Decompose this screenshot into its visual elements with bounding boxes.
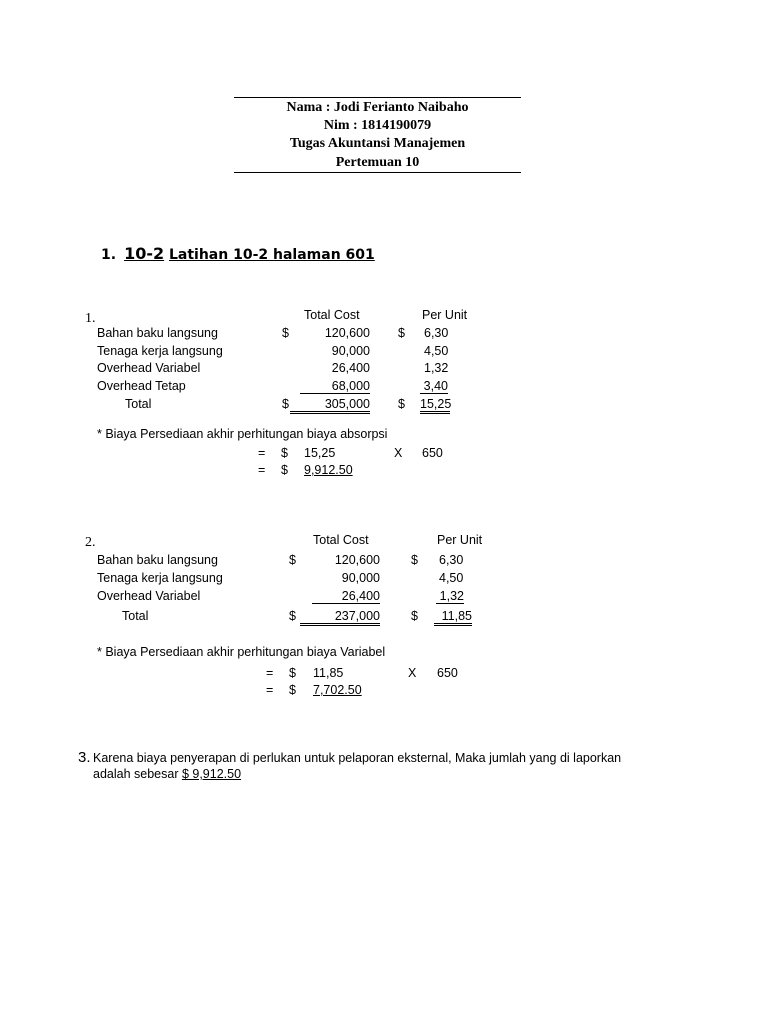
grand-total-unit [420,397,450,414]
unit-cost-value: 15,25 [304,446,336,460]
ending-inventory-absorption: 9,912.50 [304,463,353,477]
currency-sign: $ [411,553,418,567]
equals-sign: = [266,666,274,680]
currency-sign: $ [289,553,296,567]
grand-total-text: 237,000 [334,609,380,623]
table-row-label: Bahan baku langsung [97,326,218,340]
total-cost-value: 90,000 [341,571,380,585]
grand-total-cost [300,609,380,626]
section-heading [101,244,375,263]
part1-label: 1. [85,311,96,326]
currency-sign: $ [282,397,289,411]
grand-total-text: 305,000 [324,397,370,411]
student-nim: Nim : 1814190079 [323,118,432,133]
grand-total-unit [434,609,472,626]
header-top-rule [234,97,521,98]
section-number: 1. [101,247,117,263]
per-unit-text: 1,32 [439,589,464,603]
section-code: 10-2 [124,244,165,263]
currency-sign: $ [289,609,296,623]
quantity-value: 650 [422,446,443,460]
section-title: Latihan 10-2 halaman 601 [168,247,375,263]
total-cost-value: 120,600 [324,326,370,340]
currency-sign: $ [282,326,289,340]
currency-sign: $ [281,463,288,477]
equals-sign: = [258,446,266,460]
ending-inventory-variable: 7,702.50 [313,683,362,697]
table-row-label: Overhead Variabel [97,361,201,375]
per-unit-text: 3,40 [423,379,448,393]
table-row-label: Tenaga kerja langsung [97,344,223,358]
meeting-number: Pertemuan 10 [335,155,420,170]
part1-note: * Biaya Persediaan akhir perhitungan biaya absorpsi [97,427,388,441]
part2-label: 2. [85,535,96,550]
total-cost-value: 26,400 [331,361,370,375]
assignment-title: Tugas Akuntansi Manajemen [289,136,466,151]
table-row-label: Tenaga kerja langsung [97,571,223,585]
per-unit-value [436,589,464,604]
part3-text-prefix: adalah sebesar [93,767,182,781]
grand-unit-text: 15,25 [420,397,452,411]
total-cost-value: 90,000 [331,344,370,358]
quantity-value: 650 [437,666,458,680]
currency-sign: $ [411,609,418,623]
part2-col-total-header: Total Cost [313,533,369,547]
grand-unit-text: 11,85 [441,609,472,623]
table-row-label: Overhead Variabel [97,589,201,603]
total-label: Total [125,397,152,411]
per-unit-value [420,379,448,394]
reported-amount: $ 9,912.50 [181,767,242,781]
grand-total-cost [290,397,370,414]
part2-col-unit-header: Per Unit [437,533,483,547]
per-unit-value: 4,50 [439,571,464,585]
total-label: Total [122,609,149,623]
total-cost-text: 26,400 [341,589,380,603]
part1-col-unit-header: Per Unit [422,308,468,322]
per-unit-value: 6,30 [424,326,449,340]
table-row-label: Bahan baku langsung [97,553,218,567]
per-unit-value: 4,50 [424,344,449,358]
part3-text-line2 [93,767,241,782]
total-cost-value [300,379,370,394]
student-name: Nama : Jodi Ferianto Naibaho [286,100,469,115]
part1-col-total-header: Total Cost [304,308,360,322]
unit-cost-value: 11,85 [313,666,344,680]
part3-text-line1: Karena biaya penyerapan di perlukan untuk pelaporan eksternal, Maka jumlah yang di laporkan [93,751,622,765]
part3-label: 3. [78,749,91,766]
multiply-sign: X [394,446,403,460]
total-cost-value [312,589,380,604]
total-cost-value: 120,600 [334,553,380,567]
header-bottom-rule [234,172,521,173]
part2-note: * Biaya Persediaan akhir perhitungan biaya Variabel [97,645,386,659]
multiply-sign: X [408,666,417,680]
currency-sign: $ [398,326,405,340]
total-cost-text: 68,000 [331,379,370,393]
currency-sign: $ [289,666,296,680]
per-unit-value: 1,32 [424,361,449,375]
equals-sign: = [258,463,266,477]
equals-sign: = [266,683,274,697]
currency-sign: $ [281,446,288,460]
currency-sign: $ [398,397,405,411]
currency-sign: $ [289,683,296,697]
per-unit-value: 6,30 [439,553,464,567]
table-row-label: Overhead Tetap [97,379,186,393]
